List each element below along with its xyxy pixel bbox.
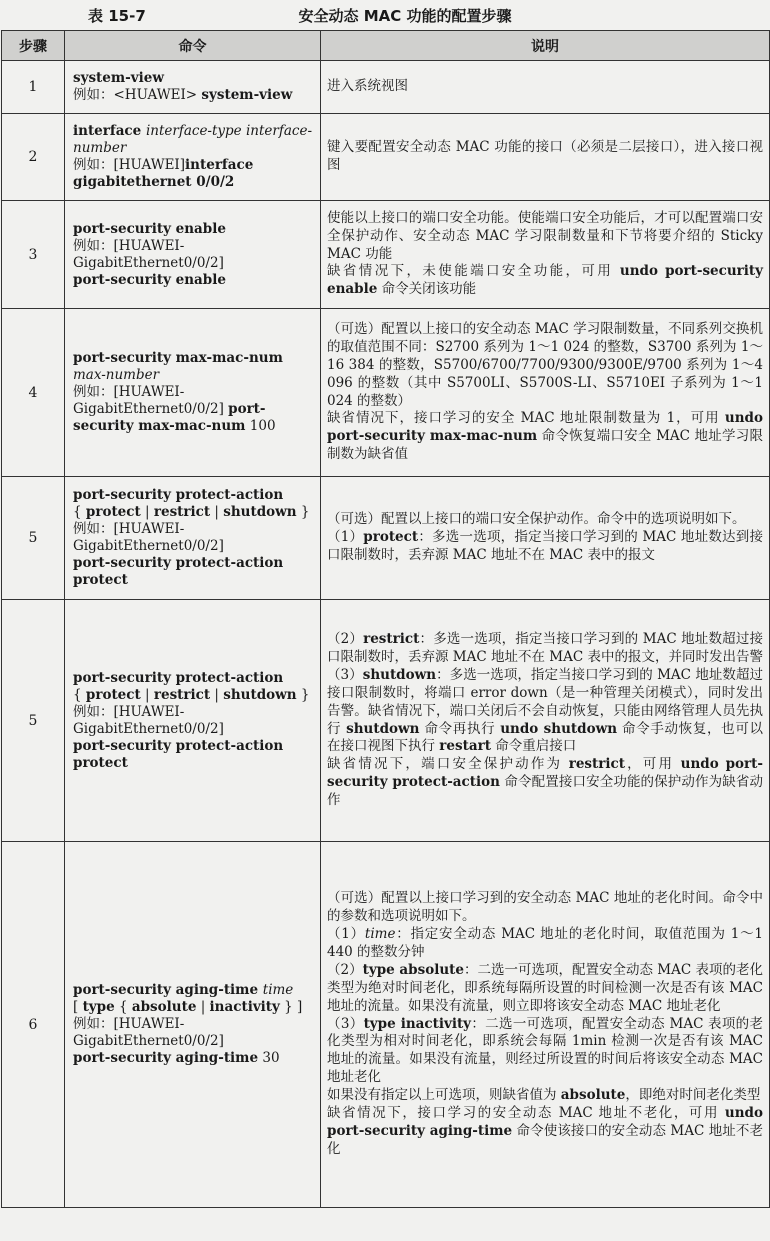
italic-run: max-number — [73, 367, 160, 383]
text-run: | — [196, 999, 210, 1015]
command-cell — [65, 600, 321, 842]
text-line — [73, 272, 314, 289]
command-cell — [65, 114, 321, 201]
italic-run: time — [364, 926, 396, 943]
text-run: { — [73, 504, 86, 520]
header-description: 说明 — [321, 31, 770, 61]
text-line — [327, 139, 763, 175]
step-cell: 2 — [2, 114, 65, 201]
text-run: 缺省情况下，未使能端口安全功能，可用 — [327, 263, 620, 280]
text-run: ：指定安全动态 MAC 地址的老化时间，取值范围为 1～1 440 的整数分钟 — [327, 926, 764, 960]
bold-run: protect — [85, 504, 141, 520]
text-run: 例如：[HUAWEI-GigabitEthernet0/0/2] — [73, 384, 229, 417]
text-line — [327, 410, 763, 464]
description-cell — [321, 309, 770, 477]
bold-run: system-view — [73, 70, 164, 86]
text-run: | — [140, 686, 154, 703]
table-title: 安全动态 MAC 功能的配置步骤 — [298, 7, 512, 25]
text-line — [73, 1016, 314, 1050]
text-line — [73, 350, 314, 367]
bold-run: restart — [439, 738, 491, 755]
text-run: 命令手动恢复，也可以在接口视图下执行 — [327, 720, 763, 755]
text-run: 例如：<HUAWEI> — [73, 87, 202, 103]
text-line — [73, 738, 314, 772]
text-line — [73, 1050, 314, 1067]
text-run: 100 — [245, 418, 276, 434]
italic-run: time — [262, 982, 294, 998]
text-run: | — [210, 504, 224, 520]
bold-run: restrict — [568, 756, 625, 773]
bold-run: undo port-security protect-action — [327, 756, 764, 791]
bold-run: shutdown — [362, 666, 437, 683]
text-line — [73, 487, 314, 504]
bold-run: type absolute — [362, 961, 464, 978]
text-run: 命令配置接口安全功能的保护动作为缺省动作 — [327, 774, 764, 809]
command-cell — [65, 477, 321, 600]
text-run: （1） — [327, 529, 364, 546]
bold-run: port-security enable — [73, 271, 226, 288]
command-cell — [65, 201, 321, 309]
text-line — [73, 704, 314, 738]
bold-run: absolute — [131, 999, 197, 1015]
table-caption — [0, 0, 770, 30]
text-run: [ — [73, 999, 83, 1015]
text-run: 缺省情况下，接口学习的安全 MAC 地址限制数量为 1，可用 — [327, 410, 725, 427]
description-cell — [321, 600, 770, 842]
text-run: } — [296, 504, 310, 520]
bold-run: port-security protect-action protect — [73, 737, 284, 771]
text-run: 例如：[HUAWEI] — [73, 157, 186, 173]
bold-run: shutdown — [346, 720, 420, 737]
text-line — [73, 670, 314, 687]
bold-run: protect — [363, 529, 419, 546]
bold-run: interface — [73, 123, 146, 139]
text-run: ：二选一可选项，配置安全动态 MAC 表项的老化类型为绝对时间老化，即系统每隔所设置的时间检测一次是否有该 MAC 地址的流量。如果没有流量，则立即将该安全动态 MAC 地址老化 — [327, 961, 764, 1014]
text-run: 例如：[HUAWEI-GigabitEthernet0/0/2] — [73, 703, 224, 737]
text-run: | — [140, 504, 154, 520]
bold-run: port-security protect-action protect — [73, 555, 284, 588]
bold-run: port-security protect-action — [73, 487, 284, 503]
text-line — [73, 87, 314, 104]
text-run: ：多选一选项，指定当接口学习到的 MAC 地址数超过接口限制数时，将端口 error down（是一种管理关闭模式），同时发出告警。缺省情况下，端口关闭后不会自动恢复，只能由网络管理人员先执行 — [327, 666, 764, 737]
bold-run: port-security aging-time — [73, 982, 263, 998]
description-cell — [321, 477, 770, 600]
text-line — [327, 926, 763, 962]
text-line — [73, 157, 314, 191]
text-line — [327, 890, 763, 926]
text-run: ，可用 — [624, 756, 681, 773]
text-run: （可选）配置以上接口的端口安全保护动作。命令中的选项说明如下。 — [327, 511, 746, 528]
text-line — [327, 529, 763, 565]
description-cell — [321, 201, 770, 309]
bold-run: protect — [85, 686, 141, 703]
table-row — [2, 114, 770, 201]
text-line — [327, 78, 763, 96]
text-line — [327, 263, 763, 299]
text-run: } — [296, 686, 310, 703]
description-cell — [321, 114, 770, 201]
command-cell — [65, 61, 321, 114]
text-run: 例如：[HUAWEI-GigabitEthernet0/0/2] — [73, 1016, 224, 1049]
description-cell — [321, 842, 770, 1208]
bold-run: interface gigabitethernet 0/0/2 — [73, 157, 254, 190]
step-cell: 4 — [2, 309, 65, 477]
step-cell: 6 — [2, 842, 65, 1208]
text-run: 例如：[HUAWEI-GigabitEthernet0/0/2] — [73, 237, 224, 271]
text-run: 30 — [258, 1050, 280, 1066]
text-run: 命令关闭该功能 — [377, 281, 477, 298]
bold-run: type — [82, 999, 115, 1015]
table-row — [2, 201, 770, 309]
text-run: 例如：[HUAWEI-GigabitEthernet0/0/2] — [73, 521, 224, 554]
italic-run: interface-type interface-number — [73, 123, 313, 156]
table-row — [2, 309, 770, 477]
text-run: 命令恢复端口安全 MAC 地址学习限制数为缺省值 — [327, 428, 764, 463]
command-cell — [65, 309, 321, 477]
text-run: { — [114, 999, 132, 1015]
step-cell: 1 — [2, 61, 65, 114]
bold-run: port-security max-mac-num — [73, 350, 283, 366]
table-number: 表 15-7 — [88, 7, 146, 25]
text-run: 键入要配置安全动态 MAC 功能的接口（必须是二层接口），进入接口视图 — [327, 139, 763, 173]
text-run: （2） — [327, 961, 363, 978]
text-run: ：多选一选项，指定当接口学习到的 MAC 地址数达到接口限制数时，丢弃源 MAC 地址不在 MAC 表中的报文 — [327, 529, 763, 563]
text-line — [73, 70, 314, 87]
text-line — [73, 238, 314, 272]
text-line — [73, 221, 314, 238]
config-steps-table — [1, 30, 770, 1208]
bold-run: undo port-security aging-time — [327, 1105, 763, 1139]
bold-run: restrict — [153, 686, 211, 703]
text-run: 使能以上接口的端口安全功能。使能端口安全功能后，才可以配置端口安全保护动作、安全动态 MAC 学习限制数量和下节将要介绍的 Sticky MAC 功能 — [327, 209, 763, 262]
text-run: 缺省情况下，端口安全保护动作为 — [327, 756, 569, 773]
table-row — [2, 61, 770, 114]
text-line — [73, 982, 314, 999]
text-run: （可选）配置以上接口的安全动态 MAC 学习限制数量，不同系列交换机的取值范围不同：S2700 系列为 1～1 024 的整数，S3700 系列为 1～16 384 的整数，S5700/6700/7700/9300/9300E/9700 系列为 1～4 096 的整数（其中 S5700LI、S5700S-LI、S5710EI 子系列为 1～1 024 的整数） — [327, 320, 763, 409]
text-line — [327, 1016, 763, 1088]
text-run: | — [210, 686, 224, 703]
text-line — [73, 521, 314, 555]
text-line — [73, 687, 314, 704]
text-line — [327, 962, 763, 1016]
text-line — [73, 555, 314, 589]
header-command: 命令 — [65, 31, 321, 61]
text-run: 命令重启接口 — [490, 738, 577, 755]
bold-run: port-security protect-action — [73, 669, 284, 686]
text-run: { — [73, 686, 86, 703]
header-step: 步骤 — [2, 31, 65, 61]
text-line — [327, 756, 763, 810]
bold-run: restrict — [363, 630, 420, 647]
bold-run: shutdown — [223, 504, 297, 520]
text-line — [73, 504, 314, 521]
bold-run: absolute — [560, 1087, 626, 1104]
text-line — [327, 321, 763, 411]
bold-run: shutdown — [223, 686, 297, 703]
table-row — [2, 477, 770, 600]
step-cell: 5 — [2, 600, 65, 842]
text-run: ：多选一选项，指定当接口学习到的 MAC 地址数超过接口限制数时，丢弃源 MAC 地址不在 MAC 表中的报文，并同时发出告警 — [327, 630, 763, 665]
text-run: ：二选一可选项，配置安全动态 MAC 表项的老化类型为相对时间老化，即系统会每隔 1min 检测一次是否有该 MAC 地址的流量。如果没有流量，则经过所设置的时间后将该安全动态 MAC 地址老化 — [327, 1015, 763, 1086]
text-line — [73, 999, 314, 1016]
bold-run: port-security max-mac-num — [73, 401, 266, 434]
text-run: 命令使该接口的安全动态 MAC 地址不老化 — [327, 1122, 763, 1157]
bold-run: undo port-security enable — [327, 263, 764, 298]
text-line — [327, 1105, 763, 1159]
table-row — [2, 842, 770, 1208]
bold-run: system-view — [201, 87, 293, 103]
step-cell: 5 — [2, 477, 65, 600]
text-run: （3） — [327, 666, 363, 683]
bold-run: port-security enable — [73, 220, 226, 237]
text-run: 进入系统视图 — [327, 78, 408, 95]
bold-run: undo port-security max-mac-num — [327, 410, 763, 445]
text-line — [327, 667, 763, 757]
description-cell — [321, 61, 770, 114]
text-line — [327, 210, 763, 264]
command-cell — [65, 842, 321, 1208]
text-line — [73, 123, 314, 157]
text-run: （3） — [327, 1015, 364, 1032]
text-line — [327, 1087, 763, 1105]
text-line — [327, 631, 763, 667]
bold-run: port-security aging-time — [73, 1050, 259, 1066]
text-run: 命令再执行 — [419, 720, 501, 737]
text-run: } ] — [279, 999, 303, 1015]
text-line — [73, 384, 314, 435]
bold-run: type inactivity — [363, 1015, 472, 1032]
step-cell: 3 — [2, 201, 65, 309]
header-row — [2, 31, 770, 61]
text-run: （1） — [327, 926, 365, 943]
table-row — [2, 600, 770, 842]
bold-run: inactivity — [209, 999, 280, 1015]
text-line — [73, 367, 314, 384]
text-run: （可选）配置以上接口学习到的安全动态 MAC 地址的老化时间。命令中的参数和选项说明如下。 — [327, 890, 763, 925]
text-run: 缺省情况下，接口学习的安全动态 MAC 地址不老化，可用 — [327, 1105, 725, 1122]
text-line — [327, 511, 763, 529]
text-run: （2） — [327, 630, 364, 647]
bold-run: restrict — [153, 504, 211, 520]
text-run: ，即绝对时间老化类型 — [625, 1087, 761, 1104]
bold-run: undo shutdown — [500, 720, 618, 737]
text-run: 如果没有指定以上可选项，则缺省值为 — [327, 1087, 561, 1104]
